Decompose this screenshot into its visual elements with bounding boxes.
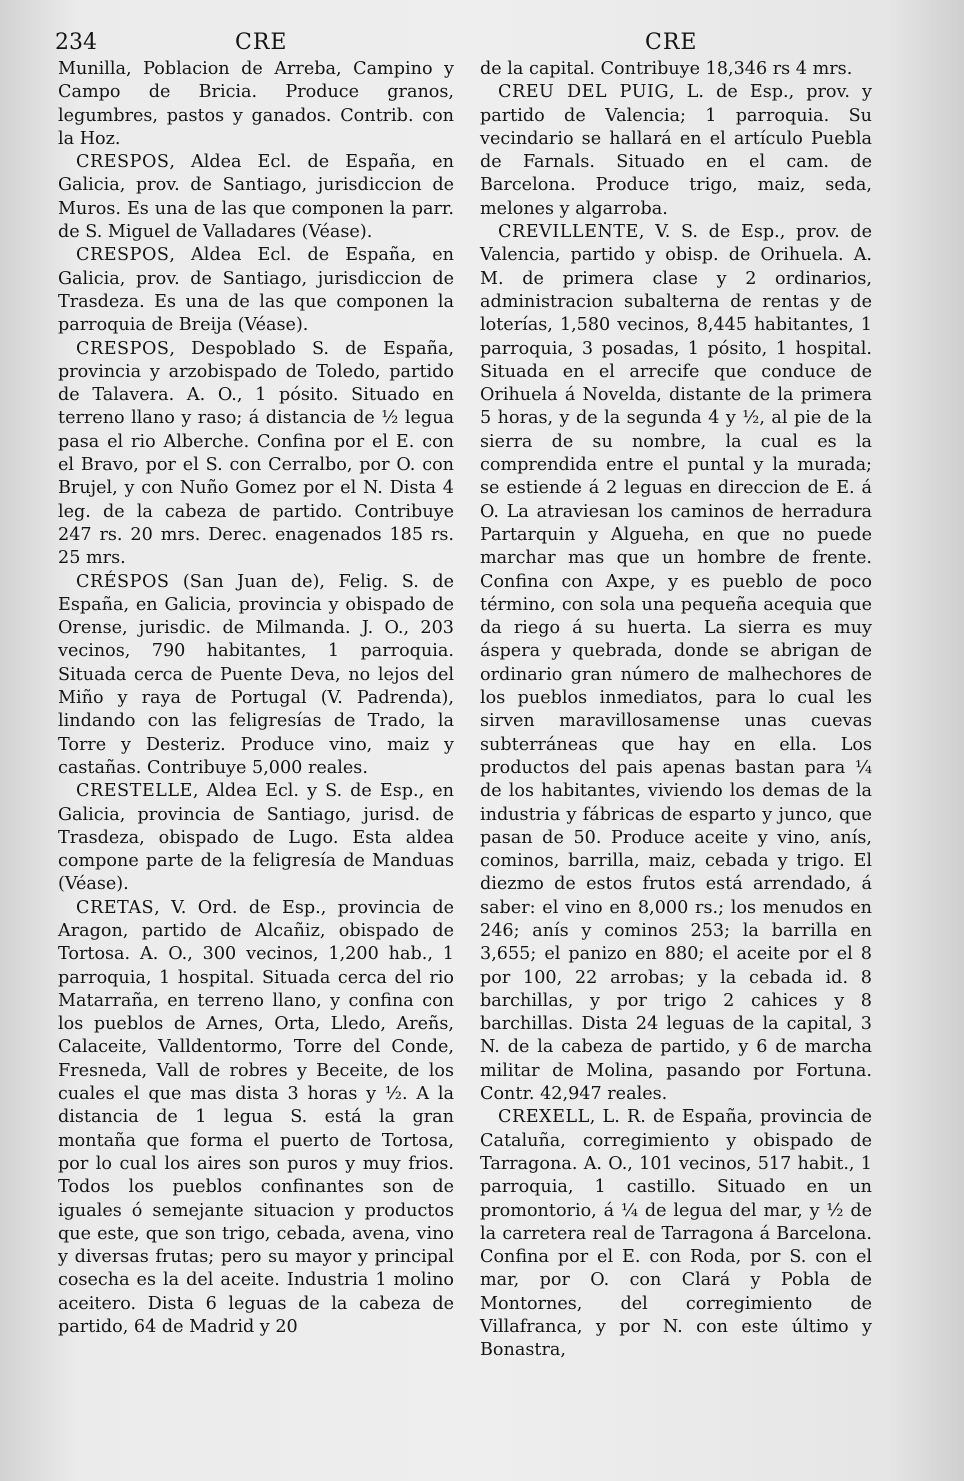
entry-crestelle: [58, 780, 454, 896]
entry-headword: CRESTELLE: [76, 781, 193, 802]
entry-cretas: [58, 897, 454, 1340]
entry-continuation: de la capital. Contribuye 18,346 rs 4 mrs.: [480, 59, 853, 79]
entry-headword: CRÉSPOS: [76, 571, 170, 592]
entry-crevillente: [480, 221, 872, 1106]
entry-body: , Aldea Ecl. y S. de Esp., en Galicia, provincia de Santiago, jurisd. de Trasdeza, obispado de Lugo. Esta aldea compone parte de la feligresía de Manduas (Véase).: [58, 781, 454, 895]
right-column: [480, 58, 872, 1363]
page-number: 234: [55, 30, 97, 55]
running-head-left: CRE: [235, 30, 288, 55]
left-column: [58, 58, 454, 1339]
entry-crespos-despoblado: [58, 338, 454, 571]
entry-body: , Aldea Ecl. de España, en Galicia, prov. de Santiago, jurisdiccion de Muros. Es una de las que componen la parr. de S. Miguel de Valladares (Véase).: [58, 152, 454, 243]
entry-headword: CRETAS: [76, 897, 155, 918]
entry-crespos-san-juan: [58, 571, 454, 781]
entry-headword: CRESPOS: [76, 245, 170, 266]
entry-continuation: Munilla, Poblacion de Arreba, Campino y Campo de Bricia. Produce granos, legumbres, pastos y ganados. Contrib. con la Hoz.: [58, 59, 454, 149]
entry-body: , Aldea Ecl. de España, en Galicia, prov. de Santiago, jurisdiccion de Trasdeza. Es una de las que componen la parroquia de Breija (Véase).: [58, 245, 454, 336]
entry-headword: CRESPOS: [76, 152, 170, 173]
entry-body: , V. Ord. de Esp., provincia de Aragon, partido de Alcañiz, obispado de Tortosa. A. O., 300 vecinos, 1,200 hab., 1 parroquia, 1 hospital. Situada cerca del rio Matarraña, en terreno llano, y confina con los pueblos de Arnes, Orta, Lledo, Areñs, Calaceite, Valldentormo, Torre del Conde, Fresneda, Vall de robres y Beceite, de los cuales el que mas dista 3 horas y ½. A la distancia de 1 legua S. está la gran montaña que forma el puerto de Tortosa, por lo cual los aires son puros y muy frios. Todos los pueblos confinantes son de iguales ó semejante situacion y productos que este, que son trigo, cebada, avena, vino y diversas frutas; pero su mayor y principal cosecha es la del aceite. Industria 1 molino aceitero. Dista 6 leguas de la cabeza de partido, 64 de Madrid y 20: [58, 897, 454, 1338]
entry-headword: CREXELL: [498, 1107, 590, 1128]
entry-crespos-muros: [58, 151, 454, 244]
entry-creu-del-puig: [480, 81, 872, 221]
entry-body: , L. de Esp., prov. y partido de Valencia; 1 parroquia. Su vecindario se hallará en el artículo Puebla de Farnals. Situado en el cam. de Barcelona. Produce trigo, maiz, seda, melones y algarroba.: [480, 82, 872, 219]
entry-crespos-trasdeza: [58, 244, 454, 337]
running-head-right: CRE: [645, 30, 698, 55]
entry-body: , Despoblado S. de España, provincia y arzobispado de Toledo, partido de Talavera. A. O., 1 pósito. Situado en terreno llano y raso; á distancia de ½ legua pasa el rio Alberche. Confina por el E. con el Bravo, por el S. con Cerralbo, por O. con Brujel, y con Nuño Gomez por el N. Dista 4 leg. de la cabeza de partido. Contribuye 247 rs. 20 mrs. Derec. enagenados 185 rs. 25 mrs.: [58, 338, 454, 569]
entry-body: (San Juan de), Felig. S. de España, en Galicia, provincia y obispado de Orense, jurisdic. de Milmanda. J. O., 203 vecinos, 790 habitantes, 1 parroquia. Situada cerca de Puente Deva, no lejos del Miño y raya de Portugal (V. Padrenda), lindando con las feligresías de Trado, la Torre y Desteriz. Produce vino, maiz y castañas. Contribuye 5,000 reales.: [58, 571, 454, 778]
entry-body: , L. R. de España, provincia de Cataluña, corregimiento y obispado de Tarragona. A. O., 101 vecinos, 517 habit., 1 parroquia, 1 castillo. Situado en un promontorio, á ¼ de legua del mar, y ½ de la carretera real de Tarragona á Barcelona. Confina por el E. con Roda, por S. con el mar, por O. con Clará y Pobla de Montornes, del corregimiento de Villafranca, y por N. con este último y Bonastra,: [480, 1107, 872, 1361]
page-header: [55, 30, 924, 60]
entry-headword: CREVILLENTE: [498, 222, 639, 243]
entry-headword: CREU DEL PUIG: [498, 82, 670, 103]
entry-headword: CRESPOS: [76, 338, 170, 359]
entry-crexell: [480, 1106, 872, 1362]
entry-body: , V. S. de Esp., prov. de Valencia, partido y obisp. de Orihuela. A. M. de primera clase y 2 ordinarios, administracion subalterna de rentas y de loterías, 1,580 vecinos, 8,445 habitantes, 1 parroquia, 3 posadas, 1 pósito, 1 hospital. Situada en el arrecife que conduce de Orihuela á Novelda, distante de la primera 5 horas, y de la segunda 4 y ½, al pie de la sierra de su nombre, la cual es la comprendida entre el puntal y la murada; se estiende á 2 leguas en direccion de E. á O. La atraviesan los caminos de herradura Partarquin y Algueha, en que no puede marchar mas que un hombre de frente. Confina con Axpe, y es pueblo de poco término, con sola una pequeña acequia que da riego á su huerta. La sierra es muy áspera y quebrada, donde se abrigan de ordinario gran número de malhechores de los pueblos inmediatos, para lo cual les sirven maravillosamense unas cuevas subterráneas que hay en ella. Los productos del pais apenas bastan para ¼ de los habitantes, viviendo los demas de la industria y fábricas de esparto y junco, que pasan de 50. Produce aceite y vino, anís, cominos, barrilla, maiz, cebada y trigo. El diezmo de estos frutos está arrendado, á saber: el vino en 8,000 rs.; los menudos en 246; anís y cominos 253; la barrilla en 3,655; el panizo en 880; el aceite por el 8 por 100, 22 arrobas; y la cebada id. 8 barchillas, y por trigo 2 cahices y 8 barchillas. Dista 24 leguas de la capital, 3 N. de la cabeza de partido, y 6 de marcha militar de Molina, pasando por Fortuna. Contr. 42,947 reales.: [480, 222, 872, 1105]
